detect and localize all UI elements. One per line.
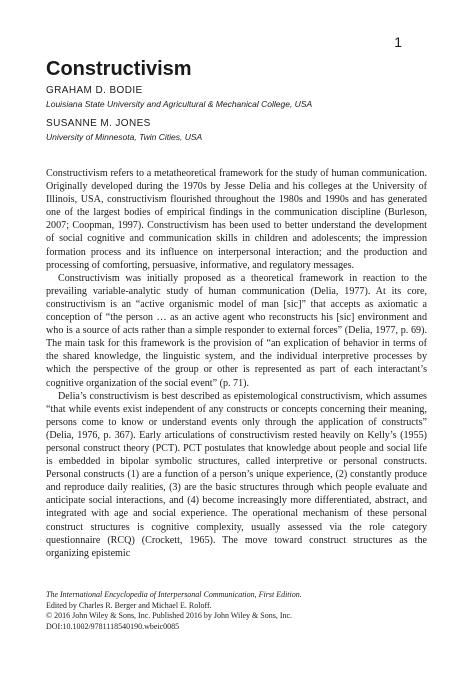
author-affiliation: University of Minnesota, Twin Cities, USA (46, 132, 203, 142)
author-block-1 (46, 84, 312, 110)
paragraph: Constructivism was initially proposed as a theoretical framework in reaction to the prevailing variable-analytic study of human communication (Delia, 1977). At its core, constructivism is an “active organismic model of man [sic]” that accepts as axiomatic a conception of “the person … as an active agent who reconstructs his [sic] environment and who is a source of acts rather than a simple responder to external forces” (Delia, 1977, p. 69). The main task for this framework is the provision of “an explication of behavior in terms of the shared knowledge, the linguistic system, and the individual interpretive processes by which the perspective of the group or other is represented as part of each interactant’s cognitive organization of the social event” (p. 71). (46, 272, 427, 389)
page-number: 1 (394, 34, 402, 50)
author-name: GRAHAM D. BODIE (46, 85, 143, 96)
author-affiliation: Louisiana State University and Agricultural & Mechanical College, USA (46, 99, 313, 109)
footer-editors: Edited by Charles R. Berger and Michael E. Roloff. (46, 600, 212, 610)
paragraph: Constructivism refers to a metatheoretical framework for the study of human communication. Originally developed during the 1970s by Jesse Delia and his colleges at the University of Illinois, USA, constructivism flourished throughout the 1980s and 1990s and has generated one of the largest bodies of empirical findings in the communication discipline (Burleson, 2007; Coopman, 1997). Constructivism has been used to better understand the development of social cognitive and communication skills in children and adolescents; the impression formation process and its influence on interpersonal interaction; and the production and processing of comforting, persuasive, informative, and regulatory messages. (46, 168, 427, 271)
article-body (46, 167, 427, 560)
publication-footer (46, 590, 427, 632)
article-title: Constructivism (46, 58, 192, 80)
author-block-2 (46, 117, 202, 143)
footer-source: The International Encyclopedia of Interpersonal Communication, First Edition. (46, 590, 302, 599)
author-name: SUSANNE M. JONES (46, 118, 151, 129)
footer-copyright: © 2016 John Wiley & Sons, Inc. Published 2016 by John Wiley & Sons, Inc. (46, 611, 293, 621)
footer-doi: DOI:10.1002/9781118540190.wbeic0085 (46, 621, 180, 631)
paragraph: Delia’s constructivism is best described as epistemological constructivism, which assumes “that while events exist independent of any constructs or concepts concerning their meaning, persons come to know or understand events only through the application of constructs” (Delia, 1976, p. 367). Early articulations of constructivism rested heavily on Kelly’s (1955) personal construct theory (PCT). PCT postulates that knowledge about people and social life is embedded in bipolar symbolic structures, called interpretive or personal constructs. Personal constructs (1) are a function of a person’s unique experience, (2) constantly produce and reproduce daily realities, (3) are the basic structures through which people evaluate and anticipate social interactions, and (4) become increasingly more differentiated, abstract, and integrated with age and social experience. The operational mechanism of these personal construct structures is cognitive complexity, usually assessed via the role category questionnaire (RCQ) (Crockett, 1965). The move toward construct structures as the organizing epistemic (46, 390, 427, 559)
